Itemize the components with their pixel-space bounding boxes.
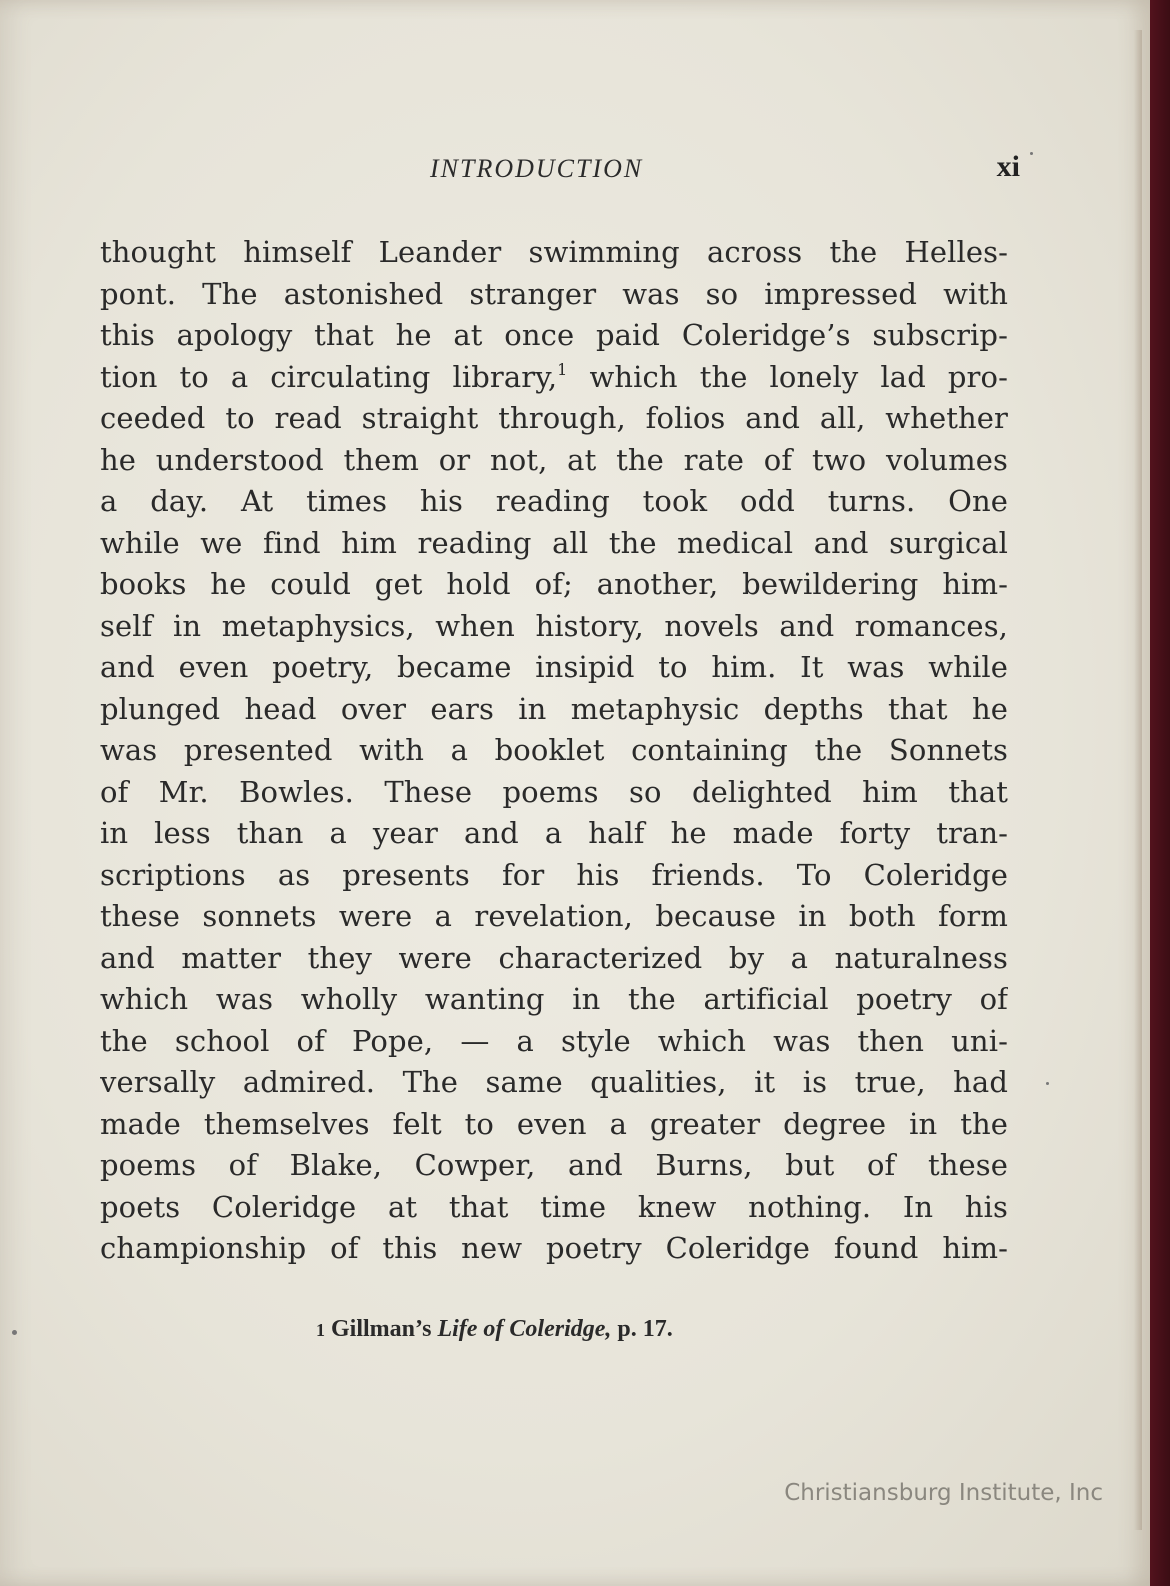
footnote-mark: 1	[316, 1320, 325, 1340]
footnote-title: Life of Coleridge,	[437, 1316, 612, 1342]
text-line: thought himself Leander swimming across the Helles-	[100, 235, 1008, 269]
text-line-start: tion to a circulating library,	[100, 359, 558, 394]
paper-speck	[12, 1330, 17, 1335]
text-line: was presented with a booklet containing the Sonnets	[100, 733, 1008, 767]
text-line: of Mr. Bowles. These poems so delighted him that	[100, 774, 1008, 809]
text-line: he understood them or not, at the rate of two volumes	[100, 442, 1008, 477]
text-line: this apology that he at once paid Coleridge’s subscrip-	[100, 318, 1008, 352]
text-line: championship of this new poetry Coleridge found him-	[100, 1231, 1008, 1265]
text-line: and even poetry, became insipid to him. It was while	[100, 650, 1008, 684]
text-line: books he could get hold of; another, bewildering him-	[100, 567, 1008, 601]
text-line: pont. The astonished stranger was so impressed with	[100, 276, 1008, 311]
footnote-page: p. 17.	[611, 1316, 673, 1342]
text-line: in less than a year and a half he made forty tran-	[100, 816, 1008, 850]
text-line-end: which the lonely lad pro-	[567, 359, 1008, 394]
text-line: scriptions as presents for his friends. To Coleridge	[100, 857, 1008, 892]
text-line: poets Coleridge at that time knew nothing. In his	[100, 1189, 1008, 1224]
watermark: Christiansburg Institute, Inc	[784, 1480, 1103, 1506]
running-head	[100, 150, 1020, 190]
footnote	[316, 1316, 673, 1343]
paper-speck	[1046, 1082, 1049, 1085]
running-title: INTRODUCTION	[430, 154, 644, 183]
text-line: ceeded to read straight through, folios and all, whether	[100, 401, 1008, 435]
paper-speck	[1030, 152, 1033, 155]
text-line: a day. At times his reading took odd turns. One	[100, 484, 1008, 518]
body-text	[100, 232, 1008, 1270]
page-edge-shadow	[1134, 30, 1142, 1530]
text-line: plunged head over ears in metaphysic depths that he	[100, 691, 1008, 726]
footnote-author: Gillman’s	[325, 1316, 438, 1342]
page-number: xi	[996, 150, 1020, 183]
text-line-with-footnote	[100, 357, 1008, 399]
text-line: poems of Blake, Cowper, and Burns, but of these	[100, 1148, 1008, 1182]
text-line: which was wholly wanting in the artificial poetry of	[100, 982, 1008, 1016]
text-line: made themselves felt to even a greater degree in the	[100, 1106, 1008, 1141]
text-line: while we find him reading all the medical and surgical	[100, 525, 1008, 560]
text-line: the school of Pope, — a style which was then uni-	[100, 1023, 1008, 1058]
text-line: these sonnets were a revelation, because in both form	[100, 899, 1008, 933]
text-line: versally admired. The same qualities, it is true, had	[100, 1065, 1008, 1099]
text-line: and matter they were characterized by a naturalness	[100, 940, 1008, 975]
text-line: self in metaphysics, when history, novels and romances,	[100, 608, 1008, 643]
footnote-reference: 1	[557, 359, 568, 379]
